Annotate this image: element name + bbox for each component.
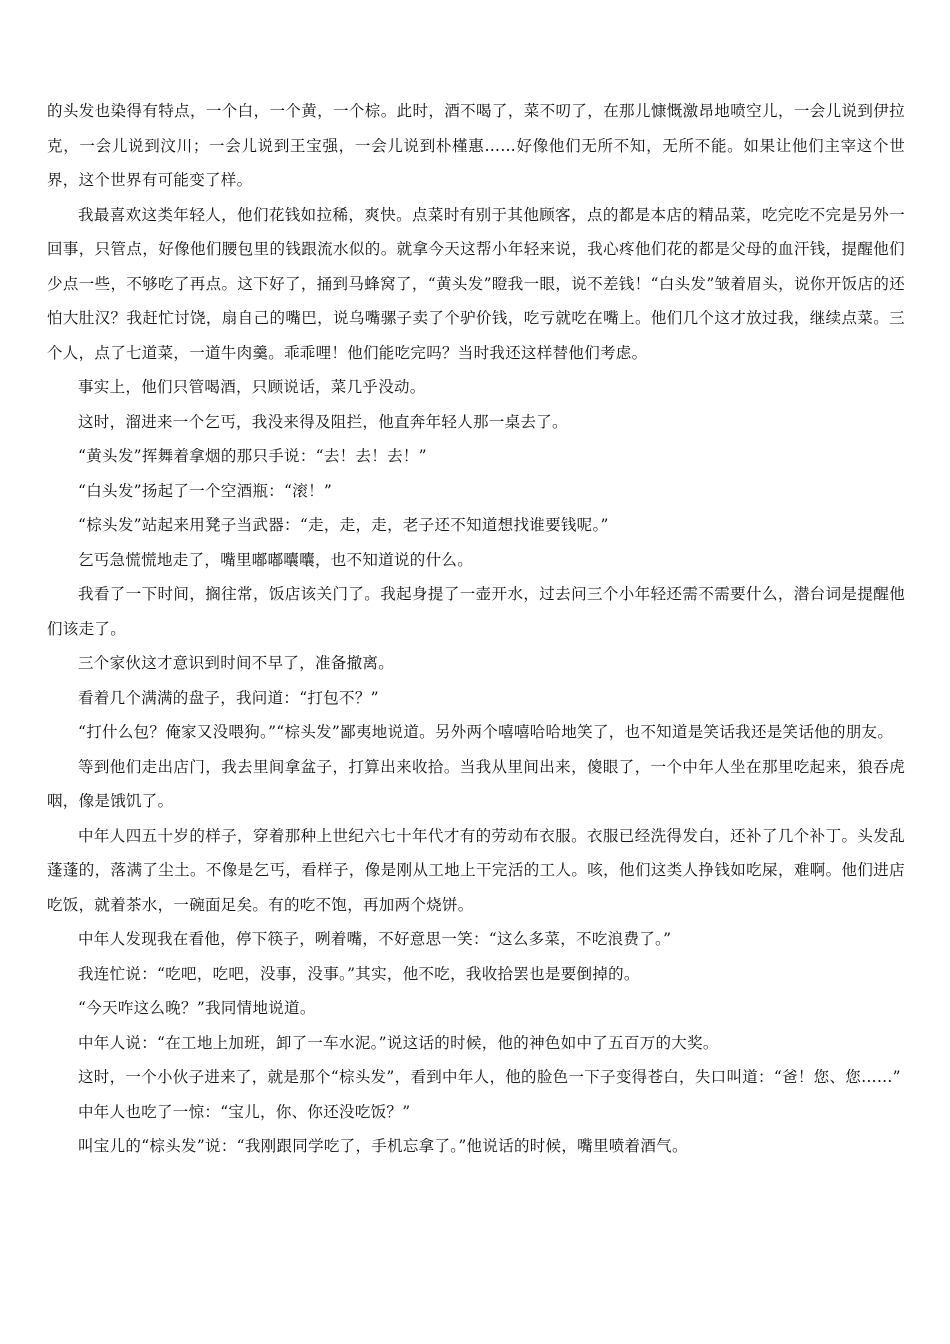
paragraph-8: 乞丐急慌慌地走了，嘴里嘟嘟囔囔，也不知道说的什么。 xyxy=(78,550,474,569)
paragraph-16: 我连忙说：“吃吧，吃吧，没事，没事。”其实，他不吃，我收拾罢也是要倒掉的。 xyxy=(78,964,640,983)
paragraph-15: 中年人发现我在看他，停下筷子，咧着嘴，不好意思一笑：“这么多菜，不吃浪费了。” xyxy=(78,930,672,948)
paragraph-20: 中年人也吃了一惊：“宝儿，你、你还没吃饭？” xyxy=(78,1102,411,1121)
paragraph-18: 中年人说：“在工地上加班，卸了一车水泥。”说这话的时候，他的神色如中了五百万的大奖。 xyxy=(78,1033,719,1052)
paragraph-19: 这时，一个小伙子进来了，就是那个“棕头发”，看到中年人，他的脸色一下子变得苍白，失口叫道：“爸！您、您……” xyxy=(78,1068,901,1086)
paragraph-6: “白头发”扬起了一个空酒瓶：“滚！” xyxy=(78,481,333,500)
paragraph-1: 的头发也染得有特点，一个白，一个黄，一个棕。此时，酒不喝了，菜不叨了，在那儿慷慨激昂地喷空儿，一会儿说到伊拉克，一会儿说到汶川；一会儿说到王宝强，一会儿说到朴槿惠……好像他们无所不知，无所不能。如果让他们主宰这个世界，这个世界有可能变了样。 xyxy=(47,102,905,189)
story-text xyxy=(47,94,905,1164)
paragraph-10: 三个家伙这才意识到时间不早了，准备撤离。 xyxy=(78,654,395,672)
paragraph-3: 事实上，他们只管喝酒，只顾说话，菜几乎没动。 xyxy=(78,378,426,396)
paragraph-5: “黄头发”挥舞着拿烟的那只手说：“去！去！去！” xyxy=(78,447,427,465)
paragraph-12: “打什么包？俺家又没喂狗。”“棕头发”鄙夷地说道。另外两个嘻嘻哈哈地笑了，也不知道是笑话我还是笑话他的朋友。 xyxy=(78,723,894,741)
paragraph-17: “今天咋这么晚？”我同情地说道。 xyxy=(78,999,316,1017)
paragraph-7: “棕头发”站起来用凳子当武器：“走，走，走，老子还不知道想找谁要钱呢。” xyxy=(78,516,609,534)
paragraph-11: 看着几个满满的盘子，我问道：“打包不？” xyxy=(78,688,379,707)
paragraph-14: 中年人四五十岁的样子，穿着那种上世纪六七十年代才有的劳动布衣服。衣服已经洗得发白，还补了几个补丁。头发乱蓬蓬的，落满了尘土。不像是乞丐，看样子，像是刚从工地上干完活的工人。咳，他们这类人挣钱如吃屎，难啊。他们进店吃饭，就着茶水，一碗面足矣。有的吃不饱，再加两个烧饼。 xyxy=(47,826,905,914)
paragraph-21: 叫宝儿的“棕头发”说：“我刚跟同学吃了，手机忘拿了。”他说话的时候，嘴里喷着酒气。 xyxy=(78,1137,688,1155)
paragraph-2: 我最喜欢这类年轻人，他们花钱如拉稀，爽快。点菜时有别于其他顾客，点的都是本店的精品菜，吃完吃不完是另外一回事，只管点，好像他们腰包里的钱跟流水似的。就拿今天这帮小年轻来说，我心疼他们花的都是父母的血汗钱，提醒他们少点一些，不够吃了再点。这下好了，捅到马蜂窝了，“黄头发”瞪我一眼，说不差钱！“白头发”皱着眉头，说你开饭店的还怕大肚汉？我赶忙讨饶，扇自己的嘴巴，说乌嘴骡子卖了个驴价钱，吃亏就吃在嘴上。他们几个这才放过我，继续点菜。三个人，点了七道菜，一道牛肉羹。乖乖哩！他们能吃完吗？当时我还这样替他们考虑。 xyxy=(47,205,905,362)
paragraph-4: 这时，溜进来一个乞丐，我没来得及阻拦，他直奔年轻人那一桌去了。 xyxy=(78,412,568,431)
paragraph-9: 我看了一下时间，搁往常，饭店该关门了。我起身提了一壶开水，过去问三个小年轻还需不需要什么，潜台词是提醒他们该走了。 xyxy=(47,585,905,638)
paragraph-13: 等到他们走出店门，我去里间拿盆子，打算出来收拾。当我从里间出来，傻眼了，一个中年人坐在那里吃起来，狼吞虎咽，像是饿饥了。 xyxy=(47,757,905,810)
